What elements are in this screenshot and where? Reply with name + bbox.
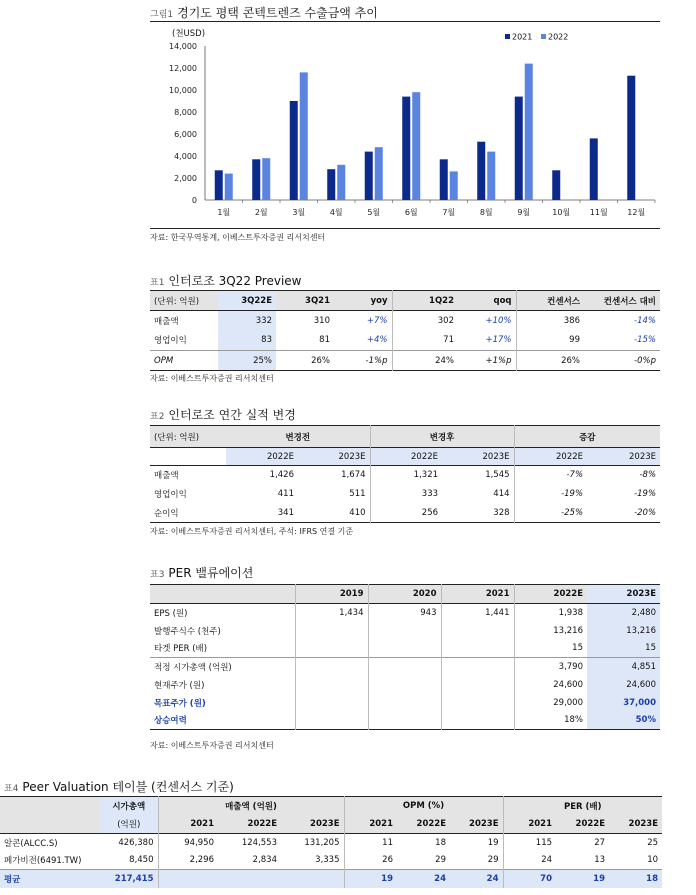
table-cell: 115 xyxy=(503,834,556,852)
bar-2021-9 xyxy=(515,97,523,200)
legend-swatch-2022 xyxy=(541,34,546,39)
table-row xyxy=(150,658,660,676)
row-label: 평균 xyxy=(0,870,100,888)
bar-2021-4 xyxy=(327,169,335,200)
year-header: 2022E xyxy=(575,819,606,830)
table-cell: -19% xyxy=(634,489,657,499)
table-cell: -8% xyxy=(639,470,657,481)
year-header: 2023E xyxy=(442,448,514,466)
table-cell: 25 xyxy=(647,837,659,848)
year-header: 2022E xyxy=(370,448,442,466)
table-cell: -7% xyxy=(514,466,587,485)
table-cell: 1,321 xyxy=(370,466,442,485)
table-4 xyxy=(0,796,662,888)
year-header: 2023E xyxy=(587,448,660,466)
row-label: 매출액 xyxy=(154,316,179,327)
bar-2021-3 xyxy=(290,101,298,200)
table-cell: 24,600 xyxy=(514,676,587,694)
table-1-col-header: qoq xyxy=(493,295,512,306)
table-1-col-header: yoy xyxy=(370,295,388,306)
year-header: 2023E xyxy=(469,819,499,830)
table-cell: 24 xyxy=(503,852,556,870)
mcap-unit: (억원) xyxy=(100,816,158,834)
y-tick-label: 2,000 xyxy=(174,174,197,183)
table-1-col-header: 컨센서스 대비 xyxy=(603,296,656,307)
table-cell: 1,426 xyxy=(269,470,294,481)
y-tick-label: 14,000 xyxy=(169,42,197,51)
y-axis-unit-label: (천USD) xyxy=(172,29,206,39)
table-row xyxy=(0,852,662,870)
table-cell: 256 xyxy=(370,504,442,523)
table-3-title-text: PER 밸류에이션 xyxy=(168,566,254,580)
table-cell: 71 xyxy=(392,331,458,351)
table-1-header-row xyxy=(150,291,660,311)
table-cell: 24 xyxy=(450,870,503,888)
x-tick-label: 9월 xyxy=(517,208,531,217)
table-row xyxy=(150,331,660,351)
table-1 xyxy=(150,290,660,371)
year-header: 2023E xyxy=(298,448,370,466)
y-tick-label: 4,000 xyxy=(174,152,197,161)
table-3-title xyxy=(150,564,253,581)
bar-2021-10 xyxy=(552,170,560,200)
bar-2022-4 xyxy=(337,165,345,200)
table-1-title xyxy=(150,272,301,289)
table-cell: 15 xyxy=(514,640,587,658)
table-1-unit-header: (단위: 억원) xyxy=(154,296,200,307)
table-2-group-header: 변경후 xyxy=(370,426,514,448)
table-1-source: 자료: 이베스트투자증권 리서치센터 xyxy=(150,374,274,383)
legend-swatch-2021 xyxy=(505,34,510,39)
table-cell: 13 xyxy=(594,855,606,866)
table-cell: 15 xyxy=(587,640,660,658)
row-label: 순이익 xyxy=(154,508,179,519)
table-cell: 83 xyxy=(218,331,276,351)
table-row xyxy=(150,504,660,523)
table-3 xyxy=(150,584,660,730)
y-tick-label: 10,000 xyxy=(169,86,197,95)
bar-2022-3 xyxy=(300,72,308,200)
table-row xyxy=(150,351,660,371)
table-cell: -19% xyxy=(514,485,587,504)
table-2-source: 자료: 이베스트투자증권 리서치센터, 주석: IFRS 연결 기준 xyxy=(150,527,354,536)
table-cell: 1,545 xyxy=(485,470,510,481)
table-row xyxy=(150,604,660,622)
year-header: 2021 xyxy=(158,816,218,834)
table-cell: 410 xyxy=(349,507,366,518)
table-3-header-row xyxy=(150,585,660,604)
table-cell: 124,553 xyxy=(241,837,277,848)
table-cell: 18 xyxy=(435,837,446,848)
table-cell: +4% xyxy=(366,335,388,346)
y-tick-label: 12,000 xyxy=(169,64,197,73)
bar-2021-5 xyxy=(365,152,373,200)
year-header: 2021 xyxy=(344,816,397,834)
table-cell: 26% xyxy=(311,355,330,366)
table-4-group-header: 매출액 (억원) xyxy=(158,797,344,816)
table-2-number: 표2 xyxy=(150,412,165,422)
year-header: 2022E xyxy=(226,448,298,466)
table-4-group-header: OPM (%) xyxy=(344,797,503,816)
table-cell: 1,434 xyxy=(295,604,368,622)
table-cell: +1%p xyxy=(485,355,512,366)
table-cell: 341 xyxy=(277,507,294,518)
bar-2021-1 xyxy=(215,170,223,200)
table-cell: 50% xyxy=(587,712,660,730)
figure-1-top-rule xyxy=(150,21,660,22)
row-label: 적정 시가총액 (억원) xyxy=(154,662,232,673)
table-row xyxy=(150,676,660,694)
table-3-source: 자료: 이베스트투자증권 리서치센터 xyxy=(150,741,274,750)
table-cell: 19 xyxy=(487,837,499,848)
year-header: 2022E xyxy=(514,585,587,604)
legend-label-2021: 2021 xyxy=(512,32,533,42)
table-cell: +7% xyxy=(366,315,388,326)
table-cell: 24 xyxy=(397,870,450,888)
table-cell: 70 xyxy=(503,870,556,888)
figure-1-title xyxy=(150,4,660,21)
figure-1 xyxy=(150,4,660,21)
x-tick-label: 3월 xyxy=(292,208,306,217)
table-cell: 943 xyxy=(368,604,441,622)
table-1-col-header: 1Q22 xyxy=(392,291,458,311)
row-label: 매출액 xyxy=(154,471,179,482)
year-header: 2019 xyxy=(295,585,368,604)
table-cell: 426,380 xyxy=(118,837,154,848)
table-row xyxy=(150,640,660,658)
bar-2022-9 xyxy=(525,64,533,200)
bar-2022-7 xyxy=(450,171,458,200)
table-cell: 24% xyxy=(392,351,458,371)
x-tick-label: 4월 xyxy=(329,208,343,217)
table-2 xyxy=(150,425,660,523)
x-tick-label: 8월 xyxy=(479,208,493,217)
table-cell: 81 xyxy=(319,335,330,346)
table-2-title-text: 인터로조 연간 실적 변경 xyxy=(168,408,296,422)
table-cell: +17% xyxy=(485,335,512,346)
bar-2022-1 xyxy=(225,174,233,200)
table-cell: 1,441 xyxy=(441,604,514,622)
year-header: 2023E xyxy=(628,819,659,830)
table-2-unit-header: (단위: 억원) xyxy=(154,432,200,443)
table-cell: 328 xyxy=(493,507,510,518)
table-4-number: 표4 xyxy=(4,784,19,794)
table-cell: 26 xyxy=(344,852,397,870)
table-cell: 19 xyxy=(344,870,397,888)
x-tick-label: 7월 xyxy=(442,208,456,217)
x-tick-label: 12월 xyxy=(627,208,646,217)
figure-1-number: 그림1 xyxy=(150,10,174,20)
figure-1-bottom-rule xyxy=(150,228,660,229)
figure-1-title-text: 경기도 평택 콘텍트렌즈 수출금액 추이 xyxy=(177,6,378,20)
table-cell: -15% xyxy=(634,335,656,346)
table-row-average xyxy=(0,870,662,888)
table-cell: 18 xyxy=(609,870,662,888)
year-header: 2023E xyxy=(310,819,340,830)
table-cell: 29 xyxy=(435,855,446,866)
table-cell: 11 xyxy=(344,834,397,852)
bar-2022-6 xyxy=(412,92,420,200)
table-row xyxy=(150,466,660,485)
row-label: 영업이익 xyxy=(154,336,187,347)
table-3-number: 표3 xyxy=(150,570,165,580)
bar-2022-5 xyxy=(375,147,383,200)
table-cell: 2,834 xyxy=(252,855,277,866)
table-row xyxy=(150,311,660,331)
table-cell: 131,205 xyxy=(304,837,340,848)
table-2-title xyxy=(150,406,296,423)
x-tick-label: 11월 xyxy=(589,208,608,217)
table-cell: -14% xyxy=(634,315,656,326)
bar-2021-6 xyxy=(402,97,410,200)
table-cell: +10% xyxy=(485,315,512,326)
row-label: 알콘(ALCC.S) xyxy=(4,838,58,849)
table-1-col-header: 3Q21 xyxy=(305,295,330,306)
table-cell: 13,216 xyxy=(587,622,660,640)
row-label: 타겟 PER (배) xyxy=(154,644,208,655)
table-cell: 10 xyxy=(647,855,659,866)
table-row xyxy=(150,485,660,504)
table-cell: 414 xyxy=(493,489,510,499)
table-cell: 26% xyxy=(516,351,584,371)
table-cell: 386 xyxy=(516,311,584,331)
table-cell: 333 xyxy=(370,485,442,504)
y-tick-label: 8,000 xyxy=(174,108,197,117)
table-cell: -20% xyxy=(634,507,657,518)
x-tick-label: 10월 xyxy=(552,208,571,217)
bar-2022-2 xyxy=(262,158,270,200)
x-tick-label: 1월 xyxy=(217,208,231,217)
table-row xyxy=(150,622,660,640)
row-label: 발행주식수 (천주) xyxy=(154,626,221,637)
table-cell: 18% xyxy=(514,712,587,730)
table-cell: 29 xyxy=(487,855,499,866)
table-2-group-row xyxy=(150,426,660,448)
year-header: 2021 xyxy=(441,585,514,604)
table-cell: -1%p xyxy=(365,355,388,366)
table-cell: 27 xyxy=(594,837,606,848)
table-1-title-text: 인터로조 3Q22 Preview xyxy=(168,274,302,288)
table-row xyxy=(150,694,660,712)
table-4-group-header: PER (배) xyxy=(503,797,662,816)
bar-2021-11 xyxy=(590,138,598,200)
table-2-group-header: 변경전 xyxy=(285,432,311,443)
table-cell: 3,790 xyxy=(514,658,587,676)
table-4-title-text: Peer Valuation 테이블 (컨센서스 기준) xyxy=(22,780,234,794)
legend-label-2022: 2022 xyxy=(548,32,569,42)
bar-2021-8 xyxy=(477,142,485,200)
row-label: 상승여력 xyxy=(154,716,187,727)
year-header: 2020 xyxy=(368,585,441,604)
table-cell: 2,480 xyxy=(587,604,660,622)
table-cell: 2,296 xyxy=(158,852,218,870)
table-row xyxy=(150,712,660,730)
table-cell: 4,851 xyxy=(587,658,660,676)
table-cell: 310 xyxy=(313,315,330,326)
year-header: 2021 xyxy=(503,816,556,834)
table-1-col-header: 컨센서스 xyxy=(516,291,584,311)
table-2-year-row xyxy=(150,448,660,466)
x-tick-label: 5월 xyxy=(367,208,381,217)
table-cell: 332 xyxy=(218,311,276,331)
table-cell: 302 xyxy=(392,311,458,331)
table-4-year-row xyxy=(0,816,662,834)
row-label: OPM xyxy=(154,355,174,366)
table-cell: 3,335 xyxy=(315,855,340,866)
row-label: 영업이익 xyxy=(154,490,187,500)
table-4-group-row xyxy=(0,797,662,816)
table-cell: -25% xyxy=(514,504,587,523)
figure-1-source: 자료: 한국무역통계, 이베스트투자증권 리서치센터 xyxy=(150,233,326,242)
bar-2022-8 xyxy=(487,152,495,200)
y-tick-label: 6,000 xyxy=(174,130,197,139)
row-label: 페가비전(6491.TW) xyxy=(4,856,82,867)
table-2-group-header: 증감 xyxy=(514,426,660,448)
table-cell: 99 xyxy=(516,331,584,351)
year-header: 2022E xyxy=(514,448,587,466)
row-label: 목표주가 (원) xyxy=(154,698,206,709)
table-row xyxy=(0,834,662,852)
x-tick-label: 6월 xyxy=(404,208,418,217)
table-cell: 29,000 xyxy=(514,694,587,712)
year-header: 2022E xyxy=(247,819,277,830)
y-tick-label: 0 xyxy=(191,196,197,205)
year-header: 2023E xyxy=(587,585,660,604)
table-cell: 1,938 xyxy=(514,604,587,622)
mcap-header: 시가총액 xyxy=(100,797,158,816)
table-cell: 511 xyxy=(349,489,366,499)
row-label: EPS (원) xyxy=(154,608,188,619)
x-tick-label: 2월 xyxy=(254,208,268,217)
row-label: 현재주가 (원) xyxy=(154,680,205,691)
table-cell: 411 xyxy=(277,489,294,499)
table-cell: 217,415 xyxy=(100,870,158,888)
table-cell: 25% xyxy=(218,351,276,371)
bar-2021-2 xyxy=(252,159,260,200)
table-cell: 94,950 xyxy=(158,834,218,852)
table-4-title xyxy=(4,778,234,795)
table-cell: 19 xyxy=(556,870,609,888)
bar-2021-12 xyxy=(627,76,635,200)
year-header: 2022E xyxy=(416,819,446,830)
table-1-col-header: 3Q22E xyxy=(218,291,276,311)
table-cell: 37,000 xyxy=(587,694,660,712)
table-cell: 8,450 xyxy=(129,855,154,866)
table-cell: -0%p xyxy=(634,355,656,366)
table-cell: 13,216 xyxy=(514,622,587,640)
table-cell: 1,674 xyxy=(341,470,366,481)
export-chart xyxy=(150,24,660,226)
bar-2021-7 xyxy=(440,159,448,200)
table-1-number: 표1 xyxy=(150,278,165,288)
table-cell: 24,600 xyxy=(587,676,660,694)
